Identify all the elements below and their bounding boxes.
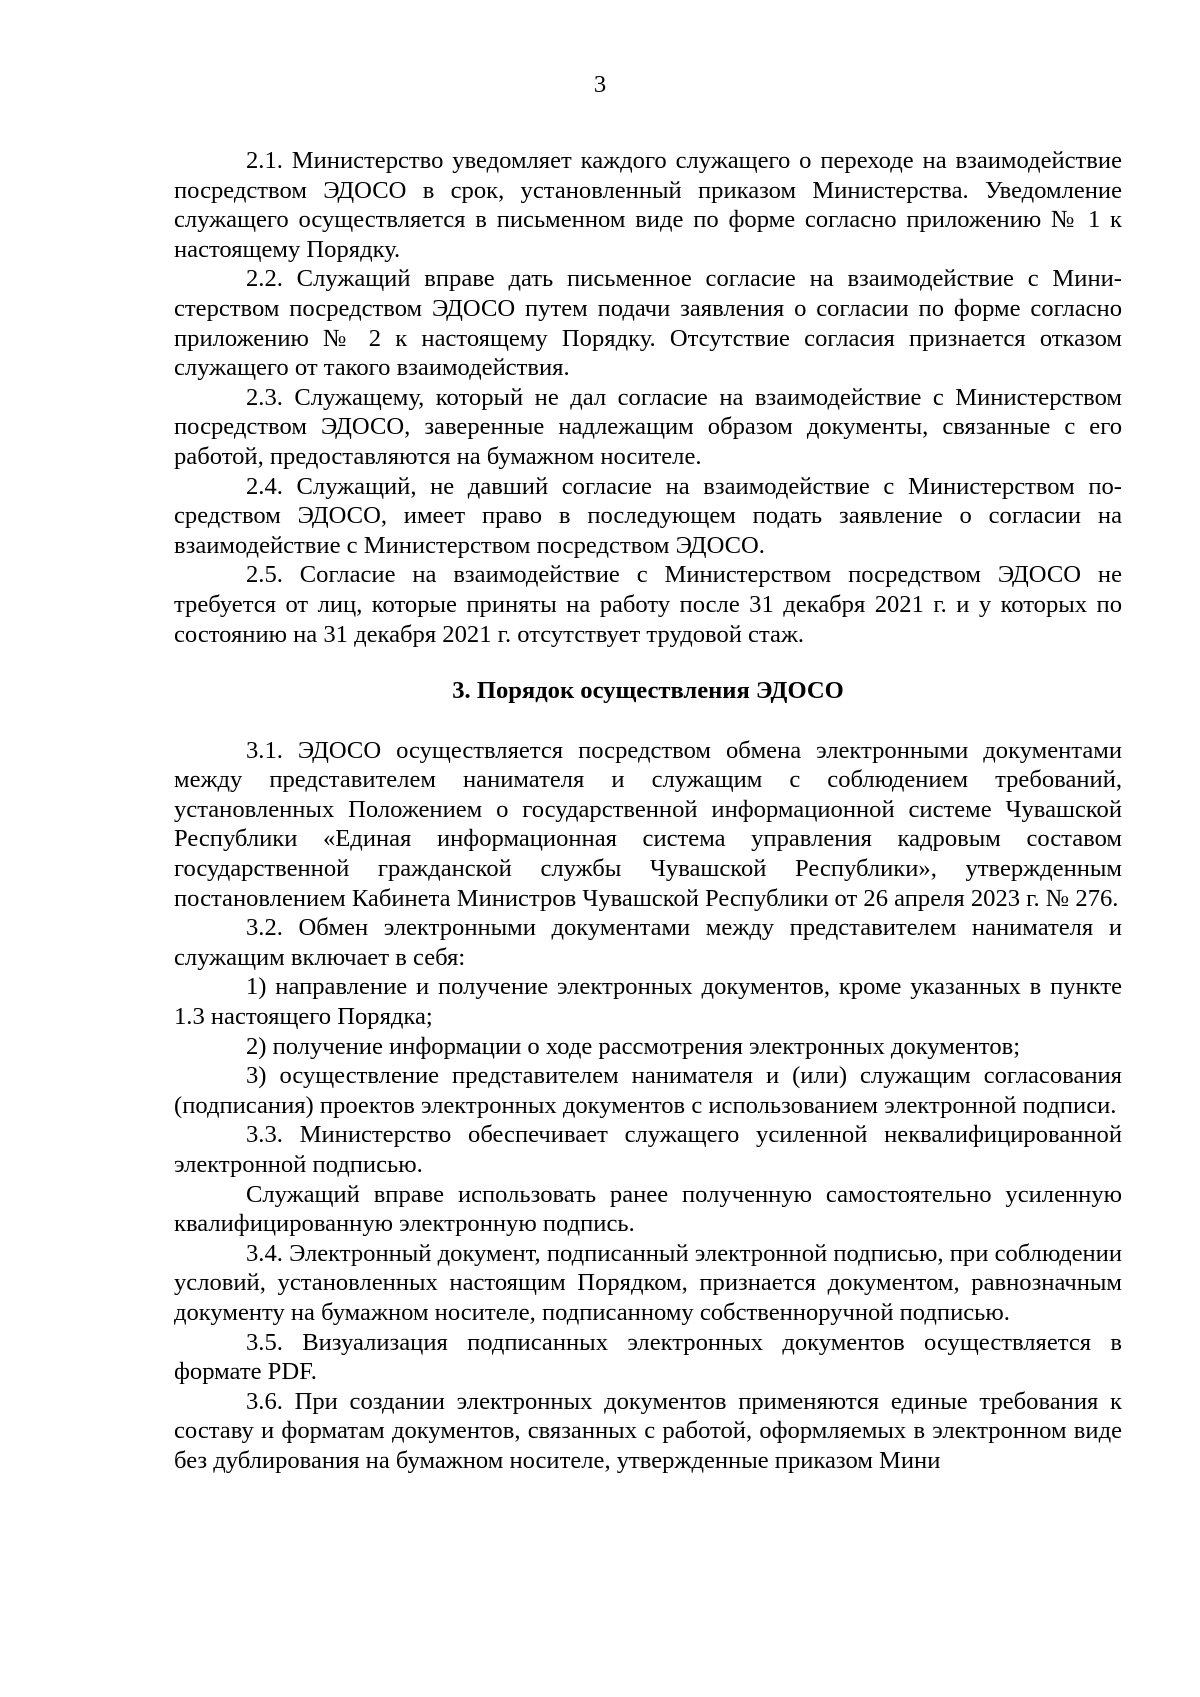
page-number: 3: [593, 71, 607, 98]
paragraph-2-3: 2.3. Служащему, который не дал согласие на взаимодействие с Министерством посредством ЭДОСО, заверенные надлежащим образом документы, связанные с его работой, предоставляются на бумажном носителе.: [174, 383, 1122, 470]
document-body: [174, 146, 1122, 1476]
section-2: [174, 146, 1122, 649]
paragraph-3-4: 3.4. Электронный документ, подписанный электронной подписью, при соблюдении условий, установленных настоящим Порядком, признается документом, равнозначным документу на бумажном носителе, подписанному собственноручной подписью.: [174, 1239, 1122, 1326]
list-item-3: 3) осуществление представителем нанимателя и (или) служащим согласования (подписания) проектов электронных документов с использованием электронной подписи.: [174, 1062, 1122, 1119]
paragraph-3-1: 3.1. ЭДОСО осуществляется посредством обмена электронными документами между представителем нанимателя и служащим с соблюдением требований, установленных Положением о государственной информационной системе Чувашской Республики «Единая информационная система управления кадровым составом государственной гражданской службы Чувашской Республики», утвержденным постановлением Кабинета Министров Чувашской Республики от 26 апреля 2023 г. № 276.: [174, 736, 1122, 912]
list-item-2: 2) получение информации о ходе рассмотрения электронных документов;: [246, 1032, 1021, 1060]
paragraph-3-5: 3.5. Визуализация подписанных электронных документов осуществляется в формате PDF.: [174, 1328, 1122, 1386]
paragraph-2-4: 2.4. Служащий, не давший согласие на взаимодействие с Министерством посредством ЭДОСО, имеет право в последующем подать заявление о согласии на взаимодействие с Министерством посредством ЭДОСО.: [174, 472, 1122, 559]
paragraph-2-2: 2.2. Служащий вправе дать письменное согласие на взаимодействие с Министерством посредством ЭДОСО путем подачи заявления о согласии по форме согласно приложению № 2 к настоящему Порядку. Отсутствие согласия признается отказом служащего от такого взаимодействия.: [174, 265, 1122, 382]
paragraph-3-3-continued: Служащий вправе использовать ранее полученную самостоятельно усиленную квалифицированную электронную подпись.: [174, 1180, 1122, 1238]
paragraph-3-3: 3.3. Министерство обеспечивает служащего усиленной неквалифицированной электронной подписью.: [174, 1121, 1122, 1178]
paragraph-3-2: 3.2. Обмен электронными документами между представителем нанимателя и служащим включает в себя:: [174, 914, 1122, 971]
paragraph-2-5: 2.5. Согласие на взаимодействие с Министерством посредством ЭДОСО не требуется от лиц, которые приняты на работу после 31 декабря 2021 г. и у которых по состоянию на 31 декабря 2021 г. отсутствует трудовой стаж.: [174, 561, 1122, 648]
list-item-1: 1) направление и получение электронных документов, кроме указанных в пункте 1.3 настоящего Порядка;: [174, 973, 1122, 1031]
paragraph-3-6: 3.6. При создании электронных документов применяются единые требования к составу и форматам документов, связанных с работой, оформляемых в электронном виде без дублирования на бумажном носителе, утвержденные приказом Мини: [174, 1387, 1122, 1474]
paragraph-2-1: 2.1. Министерство уведомляет каждого служащего о переходе на взаимодействие посредством ЭДОСО в срок, установленный приказом Министерства. Уведомление служащего осуществляется в письменном виде по форме согласно приложению № 1 к настоящему Порядку.: [174, 147, 1122, 263]
section-3: [174, 676, 1122, 1475]
section-heading: 3. Порядок осуществления ЭДОСО: [452, 677, 844, 705]
